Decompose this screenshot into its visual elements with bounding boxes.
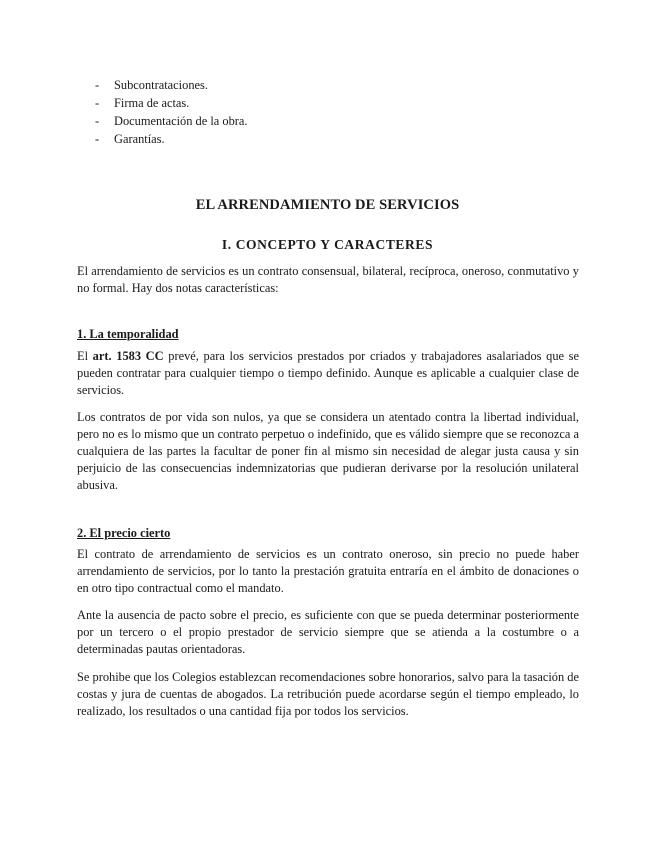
bullet-marker: - — [95, 78, 100, 92]
bullet-marker: - — [95, 114, 100, 128]
intro-paragraph: El arrendamiento de servicios es un contrato consensual, bilateral, recíproca, oneroso, conmutativo y no formal. Hay dos notas características: — [77, 264, 579, 295]
heading-precio-cierto: 2. El precio cierto — [77, 526, 171, 540]
bullet-text: Subcontrataciones. — [114, 78, 208, 92]
list-item — [95, 94, 248, 112]
list-item — [95, 76, 248, 94]
paragraph-text: El — [77, 349, 93, 363]
bullet-marker: - — [95, 132, 100, 146]
paragraph-contrato-oneroso: El contrato de arrendamiento de servicios es un contrato oneroso, sin precio no puede haber arrendamiento de servicios, por lo tanto la prestación gratuita entraría en el ámbito de donaciones o en otro tipo contractual como el mandato. — [77, 547, 579, 595]
paragraph-art-1583 — [77, 348, 579, 399]
paragraph-colegios: Se prohibe que los Colegios establezcan recomendaciones sobre honorarios, salvo para la tasación de costas y jura de cuentas de abogados. La retribución puede acordarse según el tiempo empleado, lo realizado, los resultados o una cantidad fija por todos los servicios. — [77, 670, 579, 718]
heading-temporalidad: 1. La temporalidad — [77, 327, 179, 341]
paragraph-ausencia-pacto: Ante la ausencia de pacto sobre el precio, es suficiente con que se pueda determinar posteriormente por un tercero o el propio prestador de servicio siempre que se atienda a la costumbre o a determinadas pautas orientadoras. — [77, 608, 579, 656]
bullet-text: Documentación de la obra. — [114, 114, 248, 128]
bullet-marker: - — [95, 96, 100, 110]
bullet-text: Firma de actas. — [114, 96, 190, 110]
paragraph-contratos-vida: Los contratos de por vida son nulos, ya que se considera un atentado contra la libertad individual, pero no es lo mismo que un contrato perpetuo o indefinido, que es válido siempre que se reconozca a cualquiera de las partes la facultar de poner fin al mismo sin necesidad de alegar justa causa y sin perjuicio de las consecuencias indemnizatorias que pudieran derivarse por la resolución unilateral abusiva. — [77, 410, 579, 492]
list-item — [95, 130, 248, 148]
bullet-list — [95, 76, 248, 148]
list-item — [95, 112, 248, 130]
paragraph-text: prevé, para los servicios prestados por criados y trabajadores asalariados que se pueden contratar para cualquier tiempo o tiempo definido. Aunque es aplicable a cualquier clase de servicios. — [77, 349, 580, 397]
document-title: EL ARRENDAMIENTO DE SERVICIOS — [195, 197, 460, 213]
article-reference: art. 1583 CC — [92, 349, 164, 363]
section-title: I. CONCEPTO Y CARACTERES — [221, 237, 434, 252]
bullet-text: Garantías. — [114, 132, 165, 146]
